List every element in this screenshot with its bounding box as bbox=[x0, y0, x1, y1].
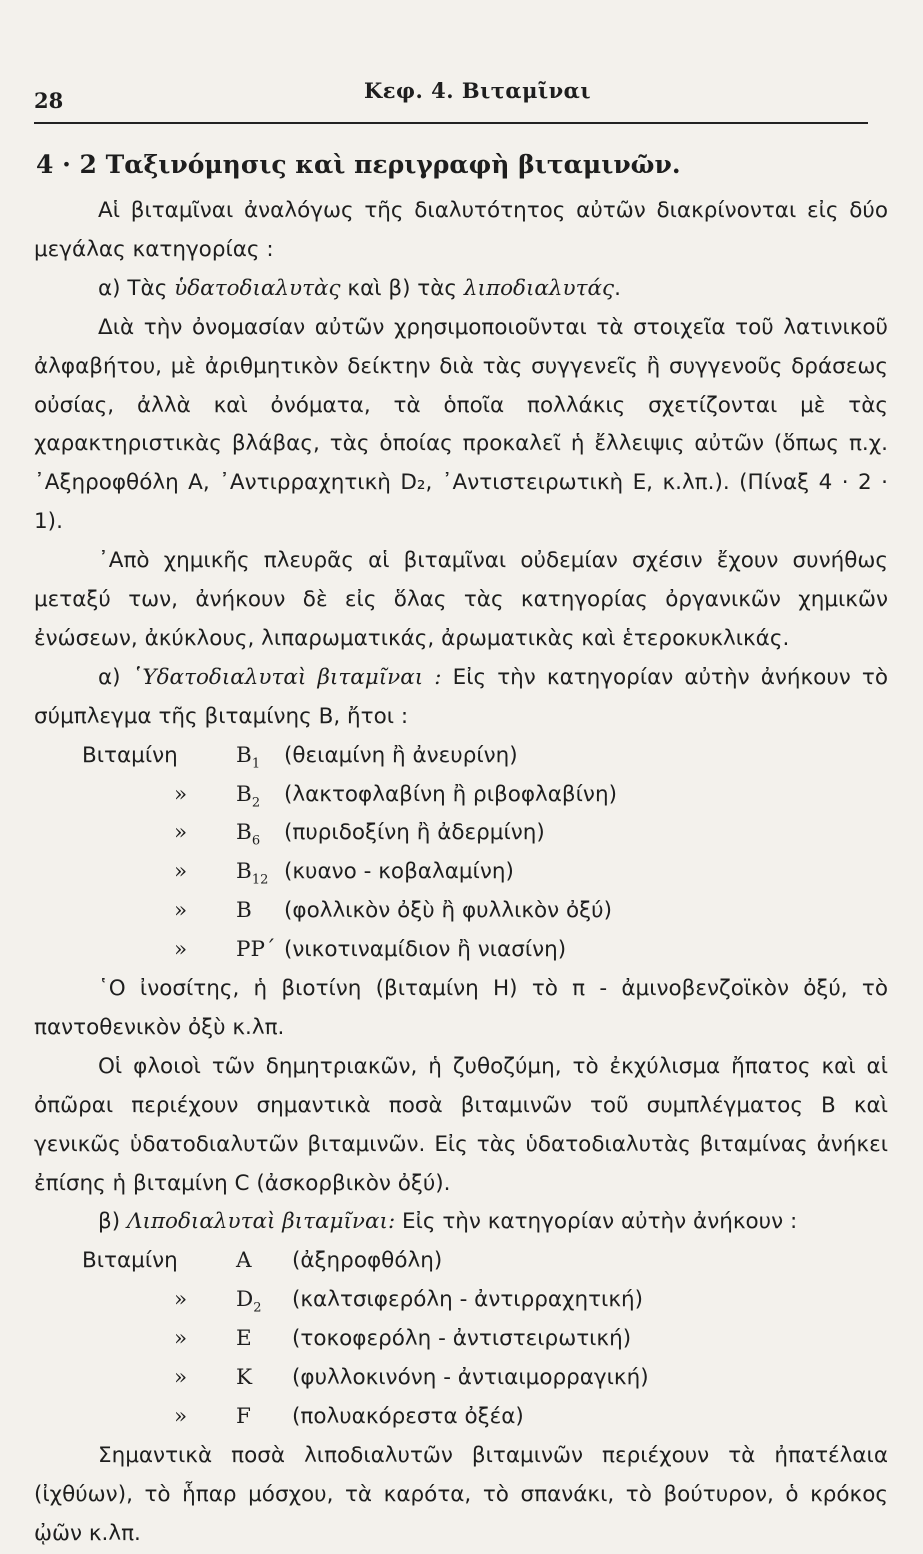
vitamin-letter: B bbox=[236, 742, 252, 768]
vitamin-code bbox=[236, 1398, 251, 1437]
vitamin-label: Βιταμίνη bbox=[82, 742, 178, 768]
vitamin-description: (πυριδοξίνη ἢ ἀδερμίνη) bbox=[284, 820, 545, 846]
vitamin-subscript: 12 bbox=[251, 872, 269, 888]
vitamin-letter: D bbox=[236, 1287, 254, 1313]
text-run: Εἰς τὴν κατηγορίαν αὐτὴν ἀνήκουν τὸ σύμπλεγμα τῆς βιταμίνης Β, ἤτοι : bbox=[34, 664, 888, 729]
paragraph-intro: Αἱ βιταμῖναι ἀναλόγως τῆς διαλυτότητος αὐτῶν διακρίνονται εἰς δύο μεγάλας κατηγορίας : bbox=[34, 198, 888, 262]
vitamin-subscript: 2 bbox=[251, 794, 261, 810]
vitamin-subscript: 2 bbox=[253, 1300, 262, 1316]
paragraph-naming: Διὰ τὴν ὀνομασίαν αὐτῶν χρησιμοποιοῦνται τὰ στοιχεῖα τοῦ λατινικοῦ ἀλφαβήτου, μὲ ἀριθμητικὸν δείκτην διὰ τὰς συγγενεῖς ἢ συγγενοῦς δράσεως οὐσίας, ἀλλὰ καὶ ὀνόματα, τὰ ὁποῖα πολλάκις σχετίζονται μὲ τὰς χαρακτηριστικὰς βλάβας, τὰς ὁποίας προκαλεῖ ἡ ἔλλειψις αὐτῶν (ὅπως π.χ. ᾿Αξηροφθόλη Α, ᾿Αντιρραχητικὴ D₂, ᾿Αντιστειρωτικὴ Ε, κ.λπ.). (Πίναξ 4 · 2 · 1). bbox=[34, 314, 888, 535]
paragraph-fat-soluble-heading bbox=[34, 1203, 888, 1242]
vitamin-description: (πολυακόρεστα ὀξέα) bbox=[292, 1403, 524, 1429]
vitamin-description: (ἀξηροφθόλη) bbox=[292, 1248, 443, 1274]
vitamin-letter: B bbox=[236, 820, 252, 846]
ditto-mark: » bbox=[174, 1403, 188, 1429]
list-item bbox=[34, 737, 888, 776]
page-number: 28 bbox=[34, 88, 64, 113]
vitamin-letter: A bbox=[236, 1248, 252, 1274]
paragraph-water-sources: Οἱ φλοιοὶ τῶν δημητριακῶν, ἡ ζυθοζύμη, τὸ ἐκχύλισμα ἤπατος καὶ αἱ ὀπῶραι περιέχουν σημαντικὰ ποσὰ βιταμινῶν τοῦ συμπλέγματος Β καὶ γενικῶς ὑδατοδιαλυτῶν βιταμινῶν. Εἰς τὰς ὑδατοδιαλυτὰς βιταμίνας ἀνήκει ἐπίσης ἡ βιταμίνη C (ἀσκορβικὸν ὀξύ). bbox=[34, 1053, 888, 1196]
vitamin-description: (καλτσιφερόλη - ἀντιρραχητική) bbox=[292, 1287, 644, 1313]
vitamin-code bbox=[236, 892, 252, 931]
vitamin-label: Βιταμίνη bbox=[82, 1248, 178, 1274]
ditto-mark: » bbox=[174, 1287, 188, 1313]
paragraph-categories bbox=[34, 270, 888, 309]
ditto-mark: » bbox=[174, 781, 188, 807]
fat-soluble-list bbox=[34, 1242, 888, 1436]
paragraph-water-soluble-heading bbox=[34, 659, 888, 737]
paragraph-other-water-soluble: ῾Ο ἰνοσίτης, ἡ βιοτίνη (βιταμίνη Η) τὸ π - ἀμινοβενζοϊκὸν ὀξύ, τὸ παντοθενικὸν ὀξὺ κ.λπ. bbox=[34, 976, 888, 1040]
vitamin-description: (κυανο - κοβαλαμίνη) bbox=[284, 859, 514, 885]
list-item bbox=[34, 776, 888, 815]
ditto-mark: » bbox=[174, 1365, 188, 1391]
vitamin-description: (φολλικὸν ὀξὺ ἢ φυλλικὸν ὀξύ) bbox=[284, 898, 612, 924]
list-item bbox=[34, 892, 888, 931]
vitamin-code bbox=[236, 1242, 252, 1281]
vitamin-letter: K bbox=[236, 1365, 253, 1391]
vitamin-code bbox=[236, 931, 276, 970]
vitamin-subscript: 6 bbox=[251, 833, 261, 849]
text-run: α) Τὰς bbox=[98, 275, 175, 301]
text-run: . bbox=[614, 275, 621, 301]
vitamin-description: (λακτοφλαβίνη ἢ ριβοφλαβίνη) bbox=[284, 781, 617, 807]
ditto-mark: » bbox=[174, 1326, 188, 1352]
text-run: α) bbox=[98, 664, 132, 690]
water-soluble-list bbox=[34, 737, 888, 970]
vitamin-letter: B bbox=[236, 781, 252, 807]
body-text bbox=[34, 192, 888, 1554]
vitamin-description: (φυλλοκινόνη - ἀντιαιμορραγική) bbox=[292, 1365, 649, 1391]
section-title: 4 · 2 Ταξινόμησις καὶ περιγραφὴ βιταμινῶν. bbox=[36, 150, 681, 179]
vitamin-letter: B bbox=[236, 898, 252, 924]
text-run: β) bbox=[98, 1209, 127, 1235]
page-header bbox=[34, 78, 868, 124]
vitamin-description: (νικοτιναμίδιον ἢ νιασίνη) bbox=[284, 937, 567, 963]
subheading-fat-soluble: Λιποδιαλυταὶ βιταμῖναι: bbox=[126, 1209, 396, 1235]
vitamin-letter: PP΄ bbox=[236, 937, 276, 963]
vitamin-letter: F bbox=[236, 1403, 251, 1429]
ditto-mark: » bbox=[174, 898, 188, 924]
paragraph-chemistry: ᾿Απὸ χημικῆς πλευρᾶς αἱ βιταμῖναι οὐδεμίαν σχέσιν ἔχουν συνήθως μεταξύ των, ἀνήκουν δὲ εἰς ὅλας τὰς κατηγορίας ὀργανικῶν χημικῶν ἐνώσεων, ἀκύκλους, λιπαρωματικάς, ἀρωματικὰς καὶ ἑτεροκυκλικάς. bbox=[34, 548, 888, 651]
text-run: Εἰς τὴν κατηγορίαν αὐτὴν ἀνήκουν : bbox=[395, 1209, 798, 1235]
list-item bbox=[34, 1320, 888, 1359]
vitamin-description: (τοκοφερόλη - ἀντιστειρωτική) bbox=[292, 1326, 632, 1352]
vitamin-description: (θειαμίνη ἢ ἀνευρίνη) bbox=[284, 742, 518, 768]
list-item bbox=[34, 1281, 888, 1320]
term-water-soluble: ὑδατοδιαλυτὰς bbox=[174, 275, 341, 301]
subheading-water-soluble: ῾Υδατοδιαλυταὶ βιταμῖναι : bbox=[131, 664, 442, 690]
vitamin-code bbox=[236, 1320, 252, 1359]
list-item bbox=[34, 853, 888, 892]
ditto-mark: » bbox=[174, 859, 188, 885]
ditto-mark: » bbox=[174, 820, 188, 846]
vitamin-subscript: 1 bbox=[251, 755, 261, 771]
text-run: καὶ β) τὰς bbox=[340, 275, 464, 301]
paragraph-fat-sources: Σημαντικὰ ποσὰ λιποδιαλυτῶν βιταμινῶν περιέχουν τὰ ἠπατέλαια (ἰχθύων), τὸ ἧπαρ μόσχου, τὰ καρότα, τὸ σπανάκι, τὸ βούτυρον, ὁ κρόκος ᾠῶν κ.λπ. bbox=[34, 1442, 888, 1546]
vitamin-letter: E bbox=[236, 1326, 252, 1352]
vitamin-code bbox=[236, 1359, 252, 1398]
vitamin-letter: B bbox=[236, 859, 252, 885]
term-fat-soluble: λιποδιαλυτάς bbox=[463, 275, 615, 301]
list-item bbox=[34, 931, 888, 970]
list-item bbox=[34, 1359, 888, 1398]
list-item bbox=[34, 1398, 888, 1437]
ditto-mark: » bbox=[174, 937, 188, 963]
list-item bbox=[34, 1242, 888, 1281]
running-title: Κεφ. 4. Βιταμῖναι bbox=[364, 78, 592, 103]
list-item bbox=[34, 814, 888, 853]
